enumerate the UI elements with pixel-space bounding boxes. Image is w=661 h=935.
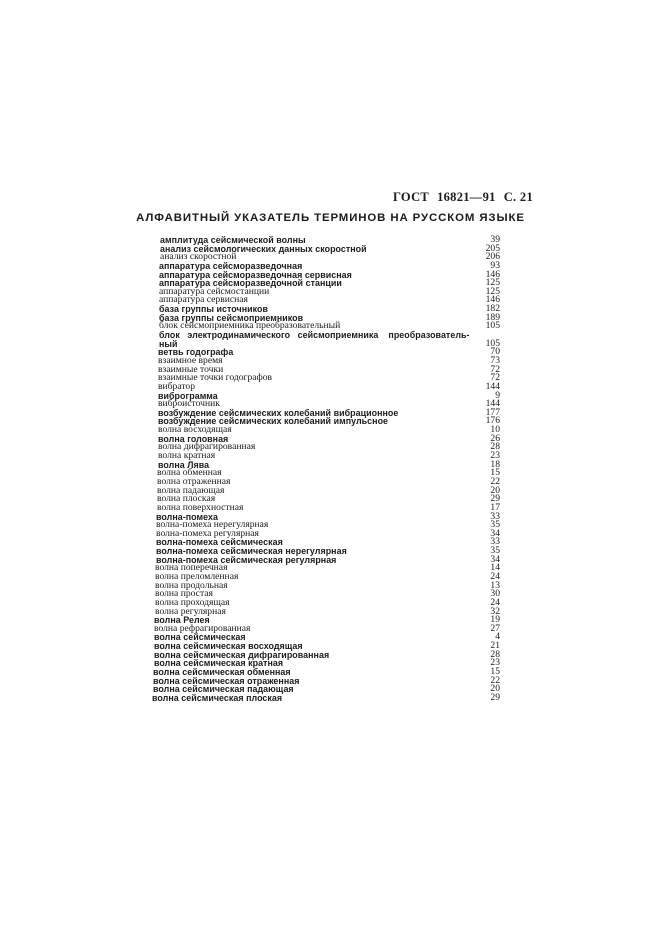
entry-term: волна регулярная [155, 605, 226, 617]
entry-term: волна сейсмическая восходящая [154, 641, 303, 652]
entry-page-number: 29 [490, 691, 500, 703]
entry-term: волна поперечная [155, 562, 228, 574]
entry-page-number: 105 [485, 337, 500, 349]
entry-term: волна-помеха нерегулярная [156, 519, 269, 531]
entry-term: волна сейсмическая кратная [154, 658, 284, 669]
entry-term: волна-помеха [156, 511, 218, 522]
index-entry [150, 374, 500, 383]
entry-page-number: 176 [485, 415, 500, 427]
term-index-list [150, 236, 500, 703]
entry-term: аппаратура сейсморазведочная [159, 260, 303, 271]
entry-term: волна проходящая [155, 596, 230, 608]
entry-term: волна сейсмическая падающая [153, 684, 294, 695]
entry-page-number: 19 [490, 614, 500, 626]
entry-page-number: 182 [485, 303, 500, 315]
entry-term: волна сейсмическая отраженная [153, 675, 300, 686]
index-entry [150, 691, 500, 703]
entry-page-number: 144 [485, 398, 500, 410]
entry-page-number: 146 [485, 268, 500, 280]
entry-term: аппаратура сейсмостанции [159, 285, 270, 297]
entry-page-number: 93 [490, 259, 500, 271]
entry-term: волна обменная [157, 467, 222, 479]
entry-term: волна сейсмическая плоская [152, 692, 283, 703]
entry-term: волна сейсмическая обменная [153, 667, 291, 678]
entry-term: волна плоская [157, 493, 216, 505]
entry-page-number: 20 [490, 683, 500, 695]
entry-page-number: 146 [485, 294, 500, 306]
entry-page-number: 22 [490, 674, 500, 686]
entry-term: блок электродинамического сейсмоприемника преобразователь- ный [159, 330, 470, 349]
entry-term: аппаратура сейсморазведочная сервисная [159, 269, 352, 280]
entry-term: волна дифрагированная [158, 441, 256, 453]
standard-number: 16821—91 [437, 190, 496, 204]
entry-term: аппаратура сейсморазведочной станции [159, 278, 342, 289]
entry-page-number: 13 [490, 579, 500, 591]
entry-term: волна головная [158, 433, 229, 444]
entry-term: возбуждение сейсмических колебаний импульсное [158, 416, 389, 427]
entry-page-number: 73 [490, 354, 500, 366]
entry-term: аппаратура сервисная [159, 294, 248, 306]
page-number: С. 21 [503, 190, 533, 204]
entry-page-number: 205 [485, 242, 500, 254]
entry-term: ветвь годографа [158, 347, 234, 358]
entry-term: волна преломленная [155, 571, 239, 582]
entry-term: блок сейсмоприемника преобразовательный [159, 320, 341, 332]
entry-term: виброграмма [158, 390, 218, 401]
entry-term: анализ сейсмологических данных скоростной [160, 243, 367, 254]
entry-page-number: 33 [490, 510, 500, 522]
entry-page-number: 29 [490, 493, 500, 505]
entry-page-number: 20 [490, 484, 500, 496]
entry-page-number: 15 [490, 666, 500, 678]
entry-page-number: 32 [490, 605, 500, 617]
entry-term: волна-помеха сейсмическая [156, 537, 283, 548]
entry-page-number: 70 [490, 346, 500, 358]
entry-page-number: 24 [490, 571, 500, 582]
entry-term: волна падающая [157, 484, 225, 496]
entry-page-number: 22 [490, 475, 500, 487]
entry-page-number: 23 [490, 657, 500, 669]
doc-code: ГОСТ [392, 190, 430, 204]
entry-term: вибратор [158, 380, 196, 392]
entry-page-number: 125 [485, 277, 500, 289]
entry-page-number: 14 [490, 562, 500, 574]
entry-page-number: 35 [490, 545, 500, 557]
entry-page-number: 21 [490, 640, 500, 652]
entry-page-number: 26 [490, 432, 500, 444]
entry-page-number: 39 [490, 234, 500, 245]
entry-term: волна-помеха сейсмическая регулярная [156, 554, 337, 565]
entry-term: волна Лява [158, 459, 210, 470]
entry-term: база группы сейсмоприемников [159, 312, 304, 323]
index-entry [150, 331, 500, 348]
entry-term: волна простая [155, 588, 213, 600]
entry-page-number: 17 [490, 501, 500, 513]
entry-term: взаимные точки [158, 363, 224, 375]
entry-page-number: 125 [485, 285, 500, 297]
entry-term: волна кратная [158, 450, 216, 462]
entry-term: виброисточник [158, 398, 220, 410]
entry-page-number: 15 [490, 467, 500, 479]
entry-page-number: 144 [485, 380, 500, 392]
entry-term: волна поверхностная [157, 501, 244, 513]
entry-term: волна рефрагированная [154, 622, 251, 634]
entry-page-number: 18 [490, 458, 500, 470]
entry-page-number: 34 [490, 553, 500, 565]
entry-term: волна восходящая [158, 424, 232, 436]
entry-term: волна отраженная [157, 475, 231, 487]
entry-page-number: 105 [485, 320, 500, 332]
entry-page-number: 189 [485, 311, 500, 323]
entry-term: волна Релея [154, 615, 210, 626]
entry-page-number: 72 [490, 372, 500, 384]
entry-page-number: 30 [490, 588, 500, 600]
entry-term: возбуждение сейсмических колебаний вибрационное [158, 407, 399, 418]
entry-term: волна-помеха регулярная [156, 527, 259, 539]
index-title: АЛФАВИТНЫЙ УКАЗАТЕЛЬ ТЕРМИНОВ НА РУССКОМ ЯЗЫКЕ [136, 212, 525, 224]
entry-page-number: 10 [490, 424, 500, 436]
entry-page-number: 72 [490, 363, 500, 375]
entry-term: взаимное время [158, 354, 223, 366]
entry-page-number: 33 [490, 536, 500, 548]
entry-page-number: 24 [490, 596, 500, 608]
entry-page-number: 206 [485, 251, 500, 263]
entry-term: амплитуда сейсмической волны [160, 235, 306, 245]
entry-page-number: 28 [490, 441, 500, 453]
entry-term: волна сейсмическая [154, 632, 246, 643]
entry-term: волна продольная [155, 579, 228, 591]
entry-page-number: 9 [495, 389, 500, 401]
entry-page-number: 4 [495, 631, 500, 643]
entry-term: база группы источников [159, 304, 269, 315]
entry-page-number: 27 [490, 622, 500, 634]
entry-page-number: 35 [490, 519, 500, 531]
entry-term: взаимные точки годографов [158, 372, 273, 384]
entry-page-number: 23 [490, 450, 500, 462]
page-header [385, 190, 533, 205]
entry-page-number: 177 [485, 406, 500, 418]
entry-term: волна сейсмическая дифрагированная [154, 649, 330, 660]
entry-page-number: 34 [490, 527, 500, 539]
entry-term: волна-помеха сейсмическая нерегулярная [156, 546, 347, 557]
entry-term: анализ скоростной [160, 251, 237, 263]
entry-page-number: 28 [490, 648, 500, 660]
